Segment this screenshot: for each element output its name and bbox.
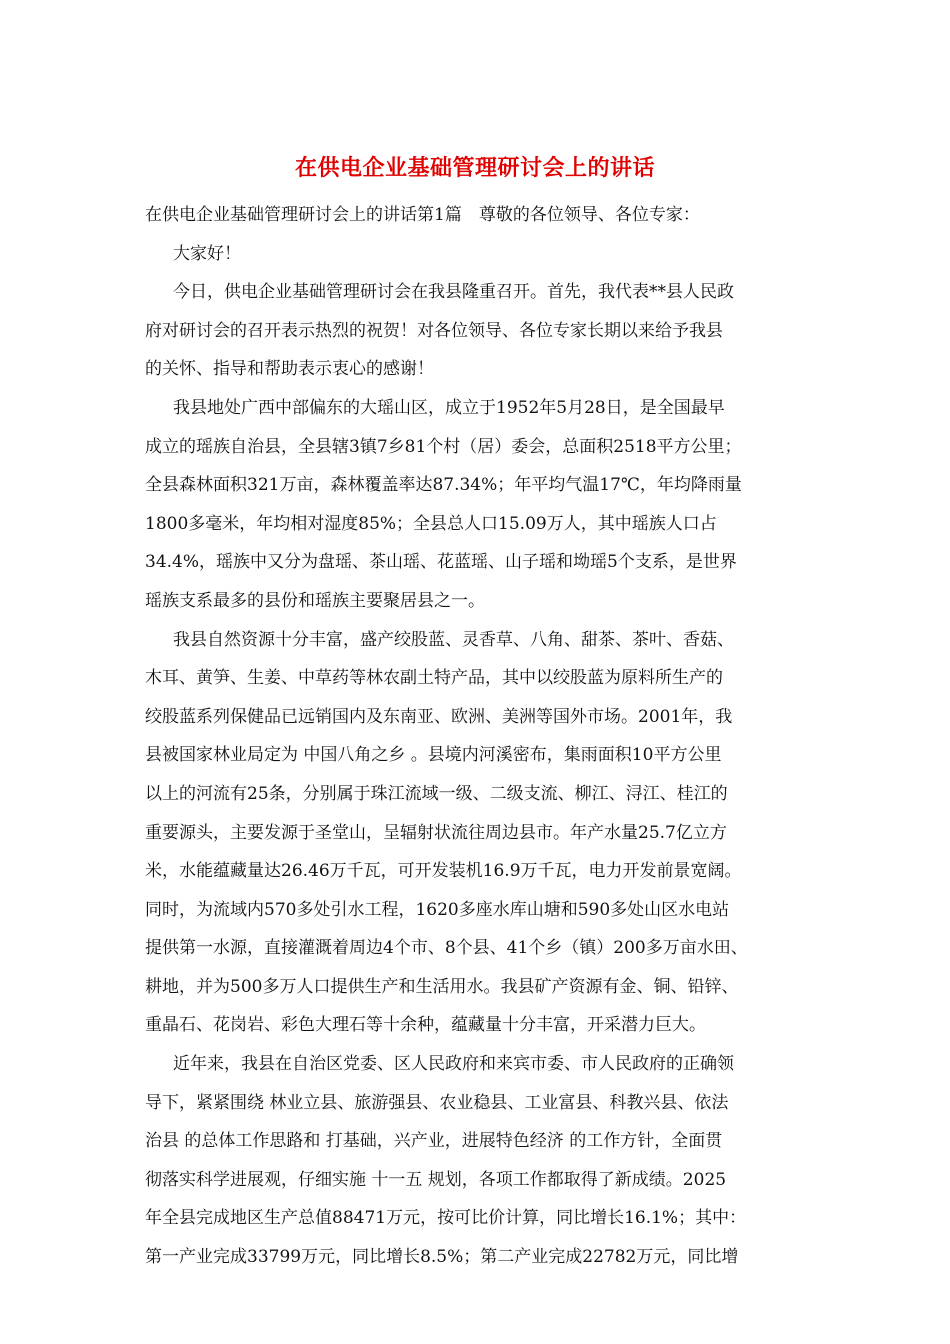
document-body [145, 196, 815, 1277]
document-title: 在供电企业基础管理研讨会上的讲话 [294, 155, 655, 181]
body-text-line: 绞股蓝系列保健品已远销国内及东南亚、欧洲、美洲等国外市场。2001年，我 [145, 706, 733, 727]
body-text-line: 近年来，我县在自治区党委、区人民政府和来宾市委、市人民政府的正确领 [173, 1054, 734, 1075]
body-text-line: 耕地，并为500多万人口提供生产和生活用水。我县矿产资源有金、铜、铅锌、 [145, 976, 739, 997]
body-text-line: 的关怀、指导和帮助表示衷心的感谢！ [145, 359, 434, 380]
body-text-line: 成立的瑶族自治县，全县辖3镇7乡81个村（居）委会，总面积2518平方公里； [145, 436, 742, 457]
body-text-line: 木耳、黄笋、生姜、中草药等林农副土特产品，其中以绞股蓝为原料所生产的 [145, 668, 723, 689]
body-text-line: 县被国家林业局定为 中国八角之乡 。县境内河溪密布，集雨面积10平方公里 [145, 745, 722, 766]
body-text-line: 同时，为流域内570多处引水工程，1620多座水库山塘和590多处山区水电站 [145, 899, 730, 920]
body-text-line: 提供第一水源，直接灌溉着周边4个市、8个县、41个乡（镇）200多万亩水田、 [145, 938, 748, 959]
body-text-line: 导下，紧紧围绕 林业立县、旅游强县、农业稳县、工业富县、科教兴县、依法 [145, 1092, 729, 1113]
body-text-line: 今日，供电企业基础管理研讨会在我县隆重召开。首先，我代表**县人民政 [173, 282, 734, 303]
body-text-line: 瑶族支系最多的县份和瑶族主要聚居县之一。 [145, 590, 485, 611]
body-text-line: 我县自然资源十分丰富，盛产绞股蓝、灵香草、八角、甜茶、茶叶、香菇、 [173, 629, 734, 650]
body-text-line: 在供电企业基础管理研讨会上的讲话第1篇 尊敬的各位领导、各位专家： [145, 205, 700, 225]
body-text-line: 年全县完成地区生产总值88471万元，按可比价计算，同比增长16.1%；其中： [145, 1208, 747, 1229]
body-text-line: 以上的河流有25条，分别属于珠江流域一级、二级支流、柳江、浔江、桂江的 [145, 783, 728, 804]
body-text-line: 彻落实科学进展观，仔细实施 十一五 规划，各项工作都取得了新成绩。2025 [145, 1169, 727, 1190]
body-text-line: 重要源头，主要发源于圣堂山，呈辐射状流往周边县市。年产水量25.7亿立方 [145, 822, 727, 843]
body-text-line: 大家好！ [173, 243, 241, 264]
body-text-line: 治县 的总体工作思路和 打基础，兴产业，进展特色经济 的工作方针，全面贯 [145, 1131, 723, 1152]
body-text-line: 34.4%，瑶族中又分为盘瑶、茶山瑶、花蓝瑶、山子瑶和坳瑶5个支系，是世界 [145, 552, 737, 573]
body-text-line: 重晶石、花岗岩、彩色大理石等十余种，蕴藏量十分丰富，开采潜力巨大。 [145, 1015, 706, 1036]
body-text-line: 全县森林面积321万亩，森林覆盖率达87.34%；年平均气温17℃，年均降雨量 [145, 475, 742, 496]
body-text-line: 府对研讨会的召开表示热烈的祝贺！对各位领导、各位专家长期以来给予我县 [145, 320, 723, 341]
body-text-line: 我县地处广西中部偏东的大瑶山区，成立于1952年5月28日，是全国最早 [173, 397, 725, 418]
body-text-line: 米，水能蕴藏量达26.46万千瓦，可开发装机16.9万千瓦，电力开发前景宽阔。 [145, 861, 742, 882]
body-text-line: 1800多毫米，年均相对湿度85%；全县总人口15.09万人，其中瑶族人口占 [145, 513, 717, 534]
body-text-line: 第一产业完成33799万元，同比增长8.5%；第二产业完成22782万元，同比增 [145, 1247, 739, 1268]
